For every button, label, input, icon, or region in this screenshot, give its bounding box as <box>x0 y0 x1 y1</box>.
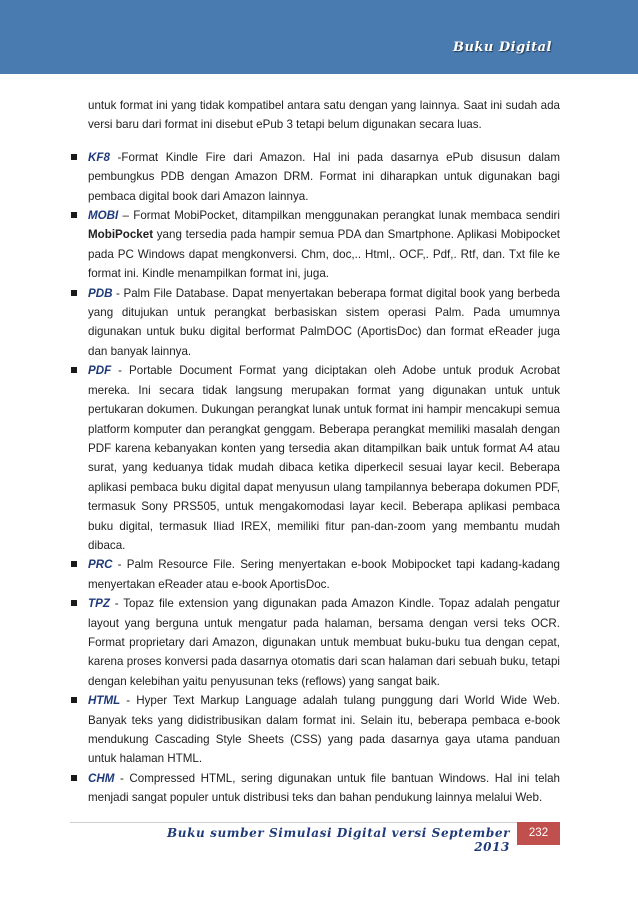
format-description: - Hyper Text Markup Language adalah tulang punggung dari World Wide Web. Banyak teks yang didistribusikan dalam format ini. Selain itu, beberapa pembaca e-book mendukung Cascading Style Sheets (CSS) yang pada dasarnya gaya utama panduan untuk halaman HTML. <box>88 694 560 766</box>
list-item-kf8 <box>70 148 560 206</box>
format-description: - Topaz file extension yang digunakan pada Amazon Kindle. Topaz adalah pengatur layout yang berguna untuk mengatur pada halaman, bersama dengan versi teks OCR. Format proprietary dari Amazon, digunakan untuk membuat buku-buku tua dengan cepat, karena proses konversi pada dasarnya otomatis dari scan halaman dari sebuah buku, tetapi dengan kelebihan yaitu penyusunan teks (reflows) yang sangat baik. <box>88 597 560 688</box>
page-number-badge: 232 <box>517 822 560 845</box>
format-term: PDF <box>88 364 112 378</box>
format-term: TPZ <box>88 597 110 611</box>
format-term: CHM <box>88 771 115 785</box>
document-body <box>70 96 560 808</box>
format-description: - Compressed HTML, sering digunakan untuk file bantuan Windows. Hal ini telah menjadi sangat populer untuk distribusi teks dan bahan pendukung lainnya melalui Web. <box>88 771 560 805</box>
format-term: MOBI <box>88 209 119 223</box>
square-bullet-icon <box>71 290 77 296</box>
format-term: PRC <box>88 558 113 572</box>
format-description: -Format Kindle Fire dari Amazon. Hal ini pada dasarnya ePub disusun dalam pembungkus PDB dengan Amazon DRM. Format ini diharapkan untuk digunakan bagi pembaca digital book dari Amazon lainnya. <box>88 150 560 203</box>
square-bullet-icon <box>71 561 77 567</box>
square-bullet-icon <box>71 697 77 703</box>
footer-text: Buku sumber Simulasi Digital versi September 2013 <box>167 826 510 854</box>
list-item-tpz <box>70 594 560 691</box>
format-description: – Format MobiPocket, ditampilkan menggunakan perangkat lunak membaca sendiri <box>118 209 560 223</box>
square-bullet-icon <box>71 775 77 781</box>
list-item-pdb <box>70 284 560 362</box>
list-item-pdf <box>70 361 560 555</box>
format-emphasis: MobiPocket <box>88 228 154 242</box>
list-item-prc <box>70 555 560 594</box>
format-description-continued: yang tersedia pada hampir semua PDA dan Smartphone. Aplikasi Mobipocket pada PC Windows dapat mengkonversi. Chm, doc,.. Html,. OCF,. Pdf,. Rtf, dan. Txt file ke format ini. Kindle menampilkan format ini, juga. <box>88 228 560 281</box>
format-description: - Palm Resource File. Sering menyertakan e-book Mobipocket tapi kadang-kadang menyertakan eReader atau e-book AportisDoc. <box>88 558 560 591</box>
header-band <box>0 0 638 74</box>
list-item-html <box>70 691 560 769</box>
intro-paragraph: untuk format ini yang tidak kompatibel antara satu dengan yang lainnya. Saat ini sudah ada versi baru dari format ini disebut ePub 3 tetapi belum digunakan secara luas. <box>88 99 560 132</box>
format-description: - Portable Document Format yang diciptakan oleh Adobe untuk produk Acrobat mereka. Ini secara tidak langsung merupakan format yang digunakan untuk untuk pertukaran dokumen. Dukungan perangkat lunak untuk format ini hampir mencakupi semua platform komputer dan perangkat genggam. Beberapa perangkat memiliki masalah dengan PDF karena kebanyakan konten yang tersedia akan ditampilkan baik untuk format A4 atau surat, yang keduanya tidak mudah dibaca ketika diperkecil sesuai layar kecil. Beberapa aplikasi pembaca buku digital dapat menyusun ulang tampilannya beberapa dokumen PDF, termasuk Sony PRS505, untuk mengakomodasi layar kecil. Beberapa aplikasi pembaca buku digital, termasuk Iliad IREX, memiliki fitur pan-dan-zoom yang membantu mudah dibaca. <box>88 364 560 552</box>
footer-divider <box>70 822 560 823</box>
format-term: KF8 <box>88 150 110 164</box>
format-list <box>70 148 560 808</box>
format-term: HTML <box>88 694 121 708</box>
header-title: Buku Digital <box>452 40 552 55</box>
format-term: PDB <box>88 286 113 300</box>
square-bullet-icon <box>71 154 77 160</box>
square-bullet-icon <box>71 212 77 218</box>
square-bullet-icon <box>71 600 77 606</box>
format-description: - Palm File Database. Dapat menyertakan beberapa format digital book yang berbeda yang ditujukan untuk perangkat berbasiskan sistem operasi Palm. Pada umumnya digunakan untuk buku digital berformat PalmDOC (AportisDoc) dan format eReader juga dan banyak lainnya. <box>88 286 560 358</box>
square-bullet-icon <box>71 367 77 373</box>
list-item-mobi <box>70 206 560 284</box>
list-item-chm <box>70 769 560 808</box>
